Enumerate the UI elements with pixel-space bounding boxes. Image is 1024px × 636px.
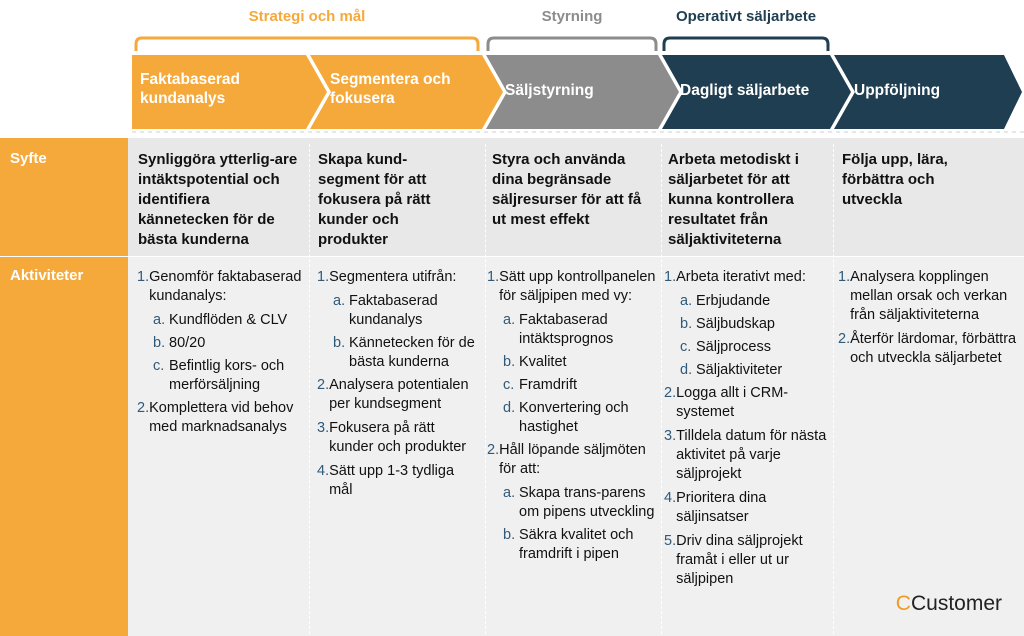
purpose-step-5: Följa upp, lära, förbättra och utveckla — [842, 151, 948, 208]
activity-number: 2. — [664, 385, 677, 401]
subitem-text: Skapa trans-parens om pipens utveckling — [519, 485, 655, 520]
activities-label-cell — [0, 257, 128, 636]
activity-number: 5. — [664, 533, 677, 549]
activity-item — [137, 399, 307, 437]
activity-text: Fokusera på rätt kunder och produkter — [329, 420, 467, 455]
purpose-step-2: Skapa kund-segment för att fokusera på rätt kunder och produkter — [318, 151, 431, 248]
activity-item — [664, 489, 832, 527]
activity-text: Komplettera vid behov med marknadsanalys — [149, 400, 294, 435]
subitem-text: Säljaktiviteter — [696, 362, 783, 378]
subitem-letter: b. — [503, 527, 516, 543]
subitem-letter: c. — [503, 377, 515, 393]
activity-subitem — [153, 334, 307, 353]
subitem-text: Kvalitet — [519, 354, 567, 370]
subitem-letter: b. — [153, 335, 166, 351]
subitem-letter: b. — [680, 316, 693, 332]
subitem-text: Framdrift — [519, 377, 577, 393]
subitem-text: Faktabaserad kundanalys — [349, 293, 438, 328]
subitem-text: Säljbudskap — [696, 316, 775, 332]
activities-step-4 — [664, 268, 832, 594]
subitem-text: Kännetecken för de bästa kunderna — [349, 335, 475, 370]
activity-subitem — [503, 526, 657, 564]
activity-subitem — [333, 334, 480, 372]
activity-number: 1. — [487, 269, 500, 285]
subitem-letter: d. — [680, 362, 693, 378]
activities-step-5 — [838, 268, 1018, 373]
activity-text: Tilldela datum för nästa aktivitet på varje säljprojekt — [676, 428, 827, 482]
subitem-text: Konvertering och hastighet — [519, 400, 629, 435]
activities-step-3 — [487, 268, 657, 568]
activity-item — [137, 268, 307, 306]
subitem-text: Befintlig kors- och merförsäljning — [169, 358, 285, 393]
subitem-letter: a. — [503, 312, 516, 328]
subitem-text: Säkra kvalitet och framdrift i pipen — [519, 527, 634, 562]
activity-number: 4. — [317, 463, 330, 479]
activity-text: Återför lärdomar, förbättra och utveckla säljarbetet — [850, 331, 1017, 366]
activity-number: 2. — [317, 377, 330, 393]
activity-item — [317, 462, 480, 500]
activity-number: 3. — [317, 420, 330, 436]
subitem-letter: c. — [680, 339, 692, 355]
activity-subitem — [333, 292, 480, 330]
activity-item — [838, 268, 1018, 325]
purpose-step-3: Styra och använda dina begränsade säljresurser för att få ut mest effekt — [492, 151, 642, 228]
customer-logo — [896, 592, 1002, 616]
activity-number: 3. — [664, 428, 677, 444]
activity-text: Segmentera utifrån: — [329, 269, 457, 285]
activity-text: Sätt upp kontrollpanelen för säljpipen med vy: — [499, 269, 656, 304]
logo-mark: C — [895, 592, 911, 615]
group-title-governance: Styrning — [541, 8, 603, 25]
group-title-operative: Operativt säljarbete — [675, 8, 817, 25]
activity-subitem — [680, 292, 832, 311]
activity-text: Analysera kopplingen mellan orsak och verkan från säljaktiviteterna — [850, 269, 1008, 323]
activity-number: 1. — [317, 269, 330, 285]
activities-step-1 — [137, 268, 307, 442]
activity-text: Logga allt i CRM-systemet — [676, 385, 789, 420]
activity-text: Genomför faktabaserad kundanalys: — [149, 269, 302, 304]
subitem-text: Faktabaserad intäktsprognos — [519, 312, 614, 347]
activity-subitem — [503, 311, 657, 349]
activity-subitem — [503, 484, 657, 522]
subitem-letter: a. — [680, 293, 693, 309]
activity-item — [317, 376, 480, 414]
activity-number: 1. — [664, 269, 677, 285]
activity-number: 2. — [838, 331, 851, 347]
activity-subitem — [503, 353, 657, 372]
activity-subitem — [153, 311, 307, 330]
step-label-3: Säljstyrning — [505, 82, 594, 99]
activity-number: 4. — [664, 490, 677, 506]
activity-subitem — [503, 376, 657, 395]
activity-number: 2. — [487, 442, 500, 458]
subitem-letter: a. — [333, 293, 346, 309]
bracket-strategy — [136, 38, 478, 51]
group-title-strategy: Strategi och mål — [248, 8, 366, 25]
step-label-5: Uppföljning — [854, 82, 941, 99]
subitem-text: Säljprocess — [696, 339, 771, 355]
activity-item — [317, 268, 480, 287]
activity-subitem — [153, 357, 307, 395]
activity-item — [317, 419, 480, 457]
activity-subitem — [680, 315, 832, 334]
activities-step-2 — [317, 268, 480, 505]
activity-text: Analysera potentialen per kundsegment — [329, 377, 469, 412]
purpose-step-1: Synliggöra ytterlig-are intäktspotential och identifiera kännetecken för de bästa kunderna — [138, 151, 298, 248]
logo-text: Customer — [910, 592, 1002, 615]
subitem-text: Erbjudande — [696, 293, 771, 309]
subitem-letter: d. — [503, 400, 516, 416]
subitem-letter: a. — [153, 312, 166, 328]
activity-text: Sätt upp 1-3 tydliga mål — [329, 463, 455, 498]
subitem-letter: a. — [503, 485, 516, 501]
subitem-letter: c. — [153, 358, 165, 374]
activity-number: 1. — [137, 269, 150, 285]
bracket-governance — [488, 38, 656, 51]
activity-text: Arbeta iterativt med: — [676, 269, 806, 285]
subitem-text: Kundflöden & CLV — [169, 312, 288, 328]
bracket-operative — [664, 38, 828, 51]
subitem-letter: b. — [333, 335, 346, 351]
step-label-1: Faktabaserad kundanalys — [140, 71, 240, 107]
activity-subitem — [680, 361, 832, 380]
activity-item — [664, 427, 832, 484]
activity-item — [487, 268, 657, 306]
purpose-label: Syfte — [10, 150, 47, 167]
step-label-2: Segmentera och fokusera — [330, 71, 451, 107]
activity-text: Håll löpande säljmöten för att: — [499, 442, 646, 477]
activity-item — [664, 384, 832, 422]
activity-number: 1. — [838, 269, 851, 285]
activity-item — [664, 532, 832, 589]
activity-item — [487, 441, 657, 479]
activity-subitem — [680, 338, 832, 357]
purpose-step-4: Arbeta metodiskt i säljarbetet för att kunna kontrollera resultatet från säljaktiviteterna — [668, 151, 799, 248]
subitem-text: 80/20 — [169, 335, 206, 351]
activity-item — [838, 330, 1018, 368]
step-label-4: Dagligt säljarbete — [680, 82, 810, 99]
activity-item — [664, 268, 832, 287]
activity-text: Prioritera dina säljinsatser — [676, 490, 767, 525]
activities-label: Aktiviteter — [10, 267, 84, 284]
activity-subitem — [503, 399, 657, 437]
activity-number: 2. — [137, 400, 150, 416]
subitem-letter: b. — [503, 354, 516, 370]
activity-text: Driv dina säljprojekt framåt i eller ut ur säljpipen — [676, 533, 803, 587]
